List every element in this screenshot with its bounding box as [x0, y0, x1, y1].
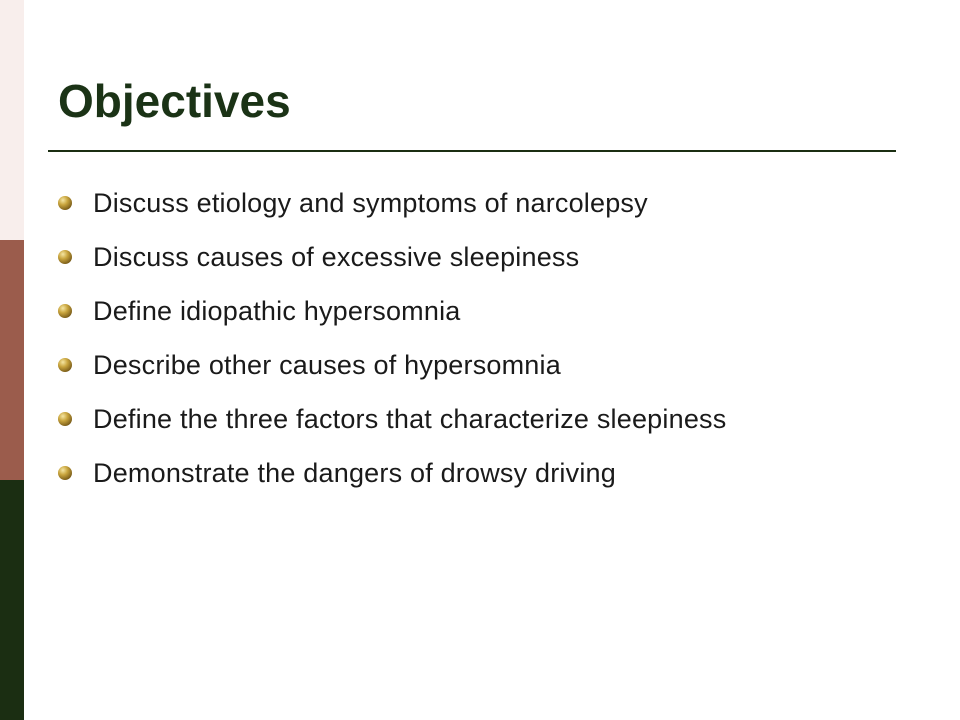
list-item: [56, 338, 726, 392]
list-item: [56, 392, 726, 446]
list-item: [56, 176, 726, 230]
bullet-text: Discuss etiology and symptoms of narcolepsy: [93, 187, 648, 218]
list-item: [56, 446, 726, 500]
bullet-sphere-icon: [58, 466, 72, 480]
sidebar-accent-bottom: [0, 480, 24, 720]
bullet-sphere-icon: [58, 196, 72, 210]
bullet-sphere-icon: [58, 250, 72, 264]
slide-title: Objectives: [58, 75, 291, 127]
bullet-sphere-icon: [58, 358, 72, 372]
bullet-sphere-icon: [58, 304, 72, 318]
bullet-sphere-icon: [58, 412, 72, 426]
sidebar-accent-top: [0, 0, 24, 240]
bullet-text: Discuss causes of excessive sleepiness: [93, 241, 580, 272]
title-divider: [48, 150, 896, 152]
objectives-list: [56, 176, 726, 500]
sidebar-accent-middle: [0, 240, 24, 480]
bullet-text: Define idiopathic hypersomnia: [93, 295, 461, 326]
bullet-text: Describe other causes of hypersomnia: [93, 349, 561, 380]
list-item: [56, 284, 726, 338]
list-item: [56, 230, 726, 284]
bullet-text: Define the three factors that characterize sleepiness: [93, 403, 727, 434]
bullet-text: Demonstrate the dangers of drowsy driving: [93, 457, 616, 488]
